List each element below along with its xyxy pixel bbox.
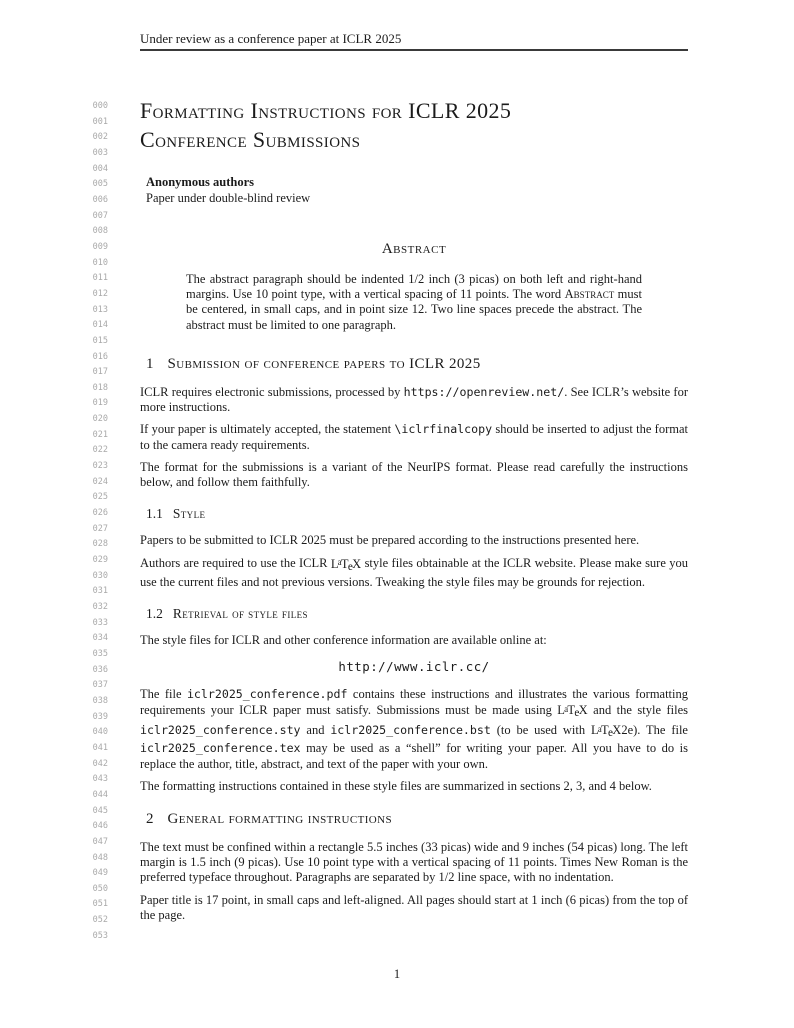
line-number: 049 [92,868,108,879]
latex-logo: LaTeX [557,703,588,720]
line-number: 035 [92,648,108,659]
line-number: 051 [92,899,108,910]
abstract-text: The abstract paragraph should be indented 1/2 inch (3 picas) on both left and right-hand margins. Use 10 point type, with a vertical spacing of 11 points. The word Abstract must be centered, in small caps, and in point size 12. Two line spaces precede the abstract. The abstract must be limited to one paragraph. [186,272,642,332]
line-number: 019 [92,398,108,409]
line-number: 026 [92,508,108,519]
line-number: 042 [92,758,108,769]
code-span: https://openreview.net/ [403,385,565,399]
document-content [140,355,688,930]
section-title: Retrieval of style files [172,606,308,622]
line-number: 037 [92,680,108,691]
code-span: iclr2025_conference.tex [140,741,301,756]
paragraph: ICLR requires electronic submissions, processed by https://openreview.net/. See ICLR’s website for more instructions. [140,385,688,415]
line-number: 020 [92,414,108,425]
paragraph: Papers to be submitted to ICLR 2025 must be prepared according to the instructions presented here. [140,533,640,548]
line-number-column [84,99,108,944]
code-span: iclr2025_conference.bst [330,722,491,737]
line-number: 045 [92,805,108,816]
smallcaps-text: Abstract [564,287,615,302]
line-number: 039 [92,711,108,722]
line-number: 036 [92,664,108,675]
line-number: 048 [92,852,108,863]
section-number: 1.1 [146,506,163,522]
running-header: Under review as a conference paper at ICLR 2025 [140,31,402,46]
line-number: 013 [92,304,108,315]
line-number: 027 [92,523,108,534]
paragraph: If your paper is ultimately accepted, the statement \iclrfinalcopy should be inserted to adjust the format to the camera ready requirements. [140,422,688,452]
section-number: 1.2 [146,606,163,622]
line-number: 002 [92,132,108,143]
line-number: 007 [92,210,108,221]
line-number: 023 [92,461,108,472]
line-number: 047 [92,836,108,847]
line-number: 029 [92,555,108,566]
line-number: 014 [92,320,108,331]
code-span: iclr2025_conference.sty [140,722,301,737]
latex-logo: LaTeX2e [590,722,634,740]
line-number: 043 [92,774,108,785]
line-number: 028 [92,539,108,550]
section-heading [140,355,688,373]
section-heading [140,810,688,828]
line-number: 041 [92,742,108,753]
line-number: 008 [92,226,108,237]
line-number: 050 [92,883,108,894]
line-number: 038 [92,695,108,706]
paper-title-line-1: Formatting Instructions for ICLR 2025 [140,98,512,123]
paragraph: The formatting instructions contained in these style files are summarized in sections 2, 3, and 4 below. [140,778,652,793]
line-number: 031 [92,586,108,597]
line-number: 046 [92,821,108,832]
paragraph: Paper title is 17 point, in small caps and left-aligned. All pages should start at 1 inch (6 picas) from the top of the page. [140,892,688,922]
line-number: 003 [92,147,108,158]
code-span: \iclrfinalcopy [394,422,493,437]
line-number: 016 [92,351,108,362]
paragraph: The style files for ICLR and other conference information are available online at: [140,633,547,648]
line-number: 032 [92,602,108,612]
line-number: 012 [92,288,108,299]
subsection-heading [140,506,688,522]
line-number: 006 [92,194,108,205]
section-title: Style [172,506,206,522]
line-number: 001 [92,116,108,127]
line-number: 052 [92,915,108,926]
line-number: 030 [92,570,108,581]
line-number: 000 [92,101,108,111]
line-number: 044 [92,789,108,800]
line-number: 010 [92,257,108,268]
line-number: 021 [92,429,108,440]
line-number: 024 [92,476,108,487]
line-number: 034 [92,633,108,644]
line-number: 022 [92,445,108,456]
line-number: 004 [92,163,108,174]
line-number: 025 [92,492,108,503]
paper-title-line-2: Conference Submissions [140,127,361,152]
line-number: 018 [92,382,108,393]
line-number: 009 [92,241,108,252]
line-number: 005 [92,179,108,190]
subsection-heading [140,606,688,622]
author-affiliation: Paper under double-blind review [146,190,311,205]
line-number: 017 [92,367,108,378]
code-span: iclr2025_conference.pdf [186,686,348,701]
paragraph: The file iclr2025_conference.pdf contains these instructions and illustrates the various formatting requirements your ICLR paper must satisfy. Submissions must be made using LaTeX and the style files iclr2025_conference.sty and iclr2025_conference.bst (to be used with LaTeX2e). The file iclr2025_conference.tex may be used as a “shell” for writing your paper. All you have to do is replace the author, title, abstract, and text of the paper with your own. [140,686,689,771]
latex-logo: LaTeX [330,556,362,573]
line-number: 033 [92,617,108,628]
section-number: 1 [146,356,154,372]
section-title: Submission of conference papers to ICLR 2025 [167,356,481,372]
abstract-heading: Abstract [381,241,447,257]
centered-url [140,659,688,675]
line-number: 015 [92,335,108,346]
section-title: General formatting instructions [167,811,392,827]
author-block [146,175,310,206]
line-number: 040 [92,727,108,738]
paper-title [140,96,511,154]
paragraph: The format for the submissions is a variant of the NeurIPS format. Please read carefully the instructions below, and follow them faithfully. [140,459,688,490]
header-rule [140,49,688,51]
line-number: 053 [92,930,108,941]
url-text: http://www.iclr.cc/ [338,658,490,674]
paragraph: Authors are required to use the ICLR LaTeX style files obtainable at the ICLR website. Please make sure you use the current files and not previous versions. Tweaking the style files may be grounds for rejection. [140,556,688,590]
paragraph: The text must be confined within a rectangle 5.5 inches (33 picas) wide and 9 inches (54 picas) long. The left margin is 1.5 inch (9 picas). Use 10 point type with a vertical spacing of 11 points. Times New Roman is the preferred typeface throughout. Paragraphs are separated by 1/2 line space, with no indentation. [140,840,688,885]
line-number: 011 [92,273,108,284]
page-number: 1 [393,967,401,981]
author-name: Anonymous authors [146,175,255,189]
section-number: 2 [146,811,154,827]
